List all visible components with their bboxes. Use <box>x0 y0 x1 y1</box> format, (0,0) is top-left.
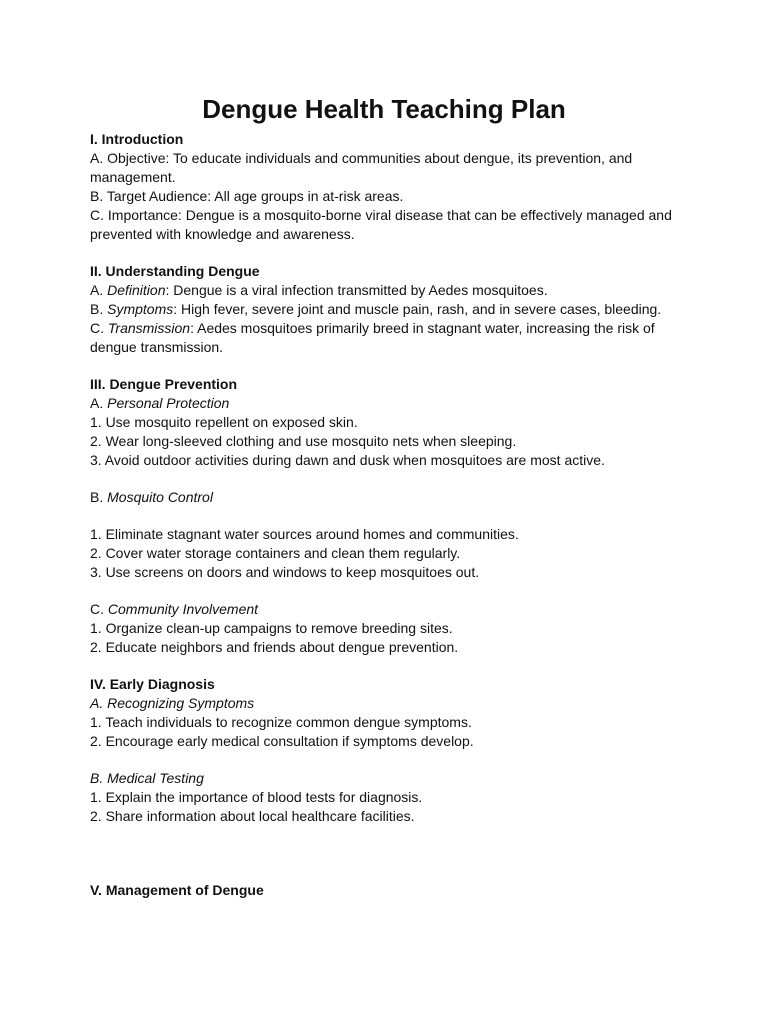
transmission-prefix: C. <box>90 320 108 336</box>
recognizing-term: A. Recognizing Symptoms <box>90 695 255 711</box>
document-title: Dengue Health Teaching Plan <box>202 94 566 124</box>
section-heading-management: V. Management of Dengue <box>90 882 264 898</box>
transmission-text: : Aedes mosquitoes primarily breed in stagnant water, increasing the risk of dengue transmission. <box>90 320 655 355</box>
definition-term: Definition <box>107 282 166 298</box>
symptoms-prefix: B. <box>90 301 108 317</box>
section-heading-prevention: III. Dengue Prevention <box>90 376 238 392</box>
understanding-transmission <box>90 319 678 357</box>
subsection-mosquito-control <box>90 488 678 507</box>
list-item: 3. Avoid outdoor activities during dawn and dusk when mosquitoes are most active. <box>90 452 605 468</box>
section-heading-diagnosis: IV. Early Diagnosis <box>90 676 215 692</box>
list-item: 1. Eliminate stagnant water sources around homes and communities. <box>90 526 519 542</box>
section-heading-introduction: I. Introduction <box>90 131 184 147</box>
list-item: 2. Wear long-sleeved clothing and use mosquito nets when sleeping. <box>90 433 517 449</box>
understanding-definition <box>90 281 678 300</box>
document-body <box>90 130 678 900</box>
community-prefix: C. <box>90 601 108 617</box>
personal-prefix: A. <box>90 395 108 411</box>
list-item: 1. Explain the importance of blood tests for diagnosis. <box>90 789 423 805</box>
list-item: 1. Organize clean-up campaigns to remove breeding sites. <box>90 620 453 636</box>
list-item: 2. Educate neighbors and friends about dengue prevention. <box>90 639 459 655</box>
subsection-medical-testing <box>90 769 678 788</box>
control-prefix: B. <box>90 489 108 505</box>
control-term: Mosquito Control <box>107 489 213 505</box>
list-item: 2. Cover water storage containers and clean them regularly. <box>90 545 461 561</box>
list-item: 2. Encourage early medical consultation if symptoms develop. <box>90 733 474 749</box>
list-item: 2. Share information about local healthcare facilities. <box>90 808 415 824</box>
personal-term: Personal Protection <box>107 395 230 411</box>
subsection-community-involvement <box>90 600 678 619</box>
definition-prefix: A. <box>90 282 108 298</box>
section-heading-understanding: II. Understanding Dengue <box>90 263 260 279</box>
understanding-symptoms <box>90 300 678 319</box>
symptoms-text: : High fever, severe joint and muscle pain, rash, and in severe cases, bleeding. <box>173 301 662 317</box>
symptoms-term: Symptoms <box>107 301 174 317</box>
community-term: Community Involvement <box>107 601 259 617</box>
subsection-recognizing-symptoms <box>90 694 678 713</box>
list-item: 1. Use mosquito repellent on exposed skin. <box>90 414 358 430</box>
subsection-personal-protection <box>90 394 678 413</box>
intro-objective: A. Objective: To educate individuals and communities about dengue, its prevention, and management. <box>90 150 633 185</box>
definition-text: : Dengue is a viral infection transmitted by Aedes mosquitoes. <box>165 282 548 298</box>
intro-importance: C. Importance: Dengue is a mosquito-borne viral disease that can be effectively managed and prevented with knowledge and awareness. <box>90 207 672 242</box>
intro-target-audience: B. Target Audience: All age groups in at-risk areas. <box>90 188 404 204</box>
testing-term: B. Medical Testing <box>90 770 204 786</box>
transmission-term: Transmission <box>107 320 191 336</box>
list-item: 3. Use screens on doors and windows to keep mosquitoes out. <box>90 564 480 580</box>
list-item: 1. Teach individuals to recognize common dengue symptoms. <box>90 714 472 730</box>
